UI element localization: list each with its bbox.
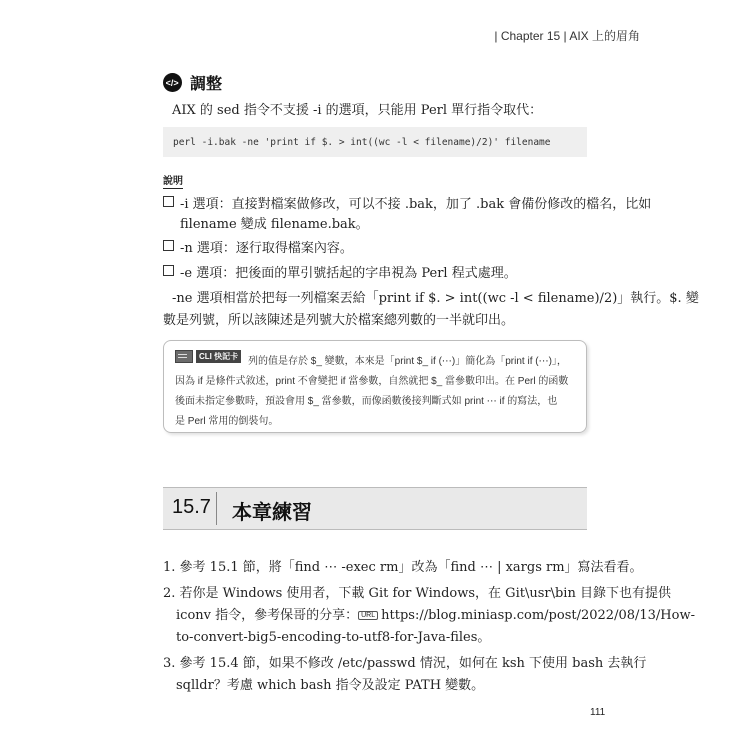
code-block	[163, 127, 587, 157]
bullet-item: -i 選項：直接對檔案做修改，可以不接 .bak，加了 .bak 會備份修改的檔名，比如	[163, 193, 651, 212]
tip-line: 因為 if 是條件式敘述，print 不會變把 if 當參數，自然就把 $_ 當參數印出。在 Perl 的函數	[175, 376, 569, 387]
section-header-bar	[163, 487, 587, 530]
tip-badge	[175, 350, 241, 363]
description-label: 說明	[163, 172, 183, 189]
bullet-item: -e 選項：把後面的單引號括起的字串視為 Perl 程式處理。	[163, 262, 517, 281]
adjust-title: 調整	[190, 76, 223, 93]
code-icon: </>	[159, 69, 186, 96]
exercise-item: 1. 參考 15.1 節，將「find ⋯ -exec rm」改為「find ⋯ | xargs rm」寫法看看。	[163, 560, 643, 575]
code-text: perl -i.bak -ne 'print if $. > int((wc -l < filename)/2)' filename	[173, 136, 551, 148]
tip-line: 是 Perl 常用的倒裝句。	[175, 416, 279, 427]
exercise-item-continuation: iconv 指令，參考保哥的分享： URL https://blog.miniasp.com/post/2022/08/13/How-	[176, 608, 695, 623]
exercise-item-continuation: sqlldr？考慮 which bash 指令及設定 PATH 變數。	[176, 678, 485, 693]
page-number: 111	[590, 707, 606, 718]
adjust-heading	[163, 71, 222, 94]
tip-badge-label: CLI 快記卡	[196, 350, 241, 363]
exercise-item: 2. 若你是 Windows 使用者，下載 Git for Windows，在 Git\usr\bin 目錄下也有提供	[163, 586, 671, 601]
tip-line: 列的值是存於 $_ 變數，本來是「print $_ if (⋯)」簡化為「print if (⋯)」，	[248, 356, 567, 367]
bullet-item: -n 選項：逐行取得檔案內容。	[163, 237, 353, 256]
tip-line: 後面未指定參數時，預設會用 $_ 當參數，而像函數後接判斷式如 print ⋯ if 的寫法，也	[175, 396, 558, 407]
section-divider	[216, 492, 217, 525]
explanation-paragraph-line2: 數是列號，所以該陳述是列號大於檔案總列數的一半就印出。	[163, 313, 515, 328]
section-title: 本章練習	[232, 502, 312, 524]
bullet-item-continuation: filename 變成 filename.bak。	[180, 217, 369, 232]
exercise-item: 3. 參考 15.4 節，如果不修改 /etc/passwd 情況，如何在 ksh 下使用 bash 去執行	[163, 656, 647, 671]
exercise-url[interactable]: https://blog.miniasp.com/post/2022/08/13/How-	[381, 608, 695, 623]
note-card-icon	[175, 350, 193, 363]
url-badge-icon: URL	[358, 611, 378, 620]
adjust-intro: AIX 的 sed 指令不支援 -i 的選項，只能用 Perl 單行指令取代：	[172, 103, 543, 118]
checkbox-bullet-icon	[163, 265, 174, 276]
section-number: 15.7	[172, 496, 211, 518]
chapter-header: | Chapter 15 | AIX 上的眉角	[494, 29, 640, 43]
checkbox-bullet-icon	[163, 196, 174, 207]
checkbox-bullet-icon	[163, 240, 174, 251]
explanation-paragraph-line1: -ne 選項相當於把每一列檔案丟給「print if $. > int((wc -l < filename)/2)」執行。$. 變	[172, 291, 699, 306]
exercise-item-continuation: to-convert-big5-encoding-to-utf8-for-Java-files。	[176, 630, 491, 645]
